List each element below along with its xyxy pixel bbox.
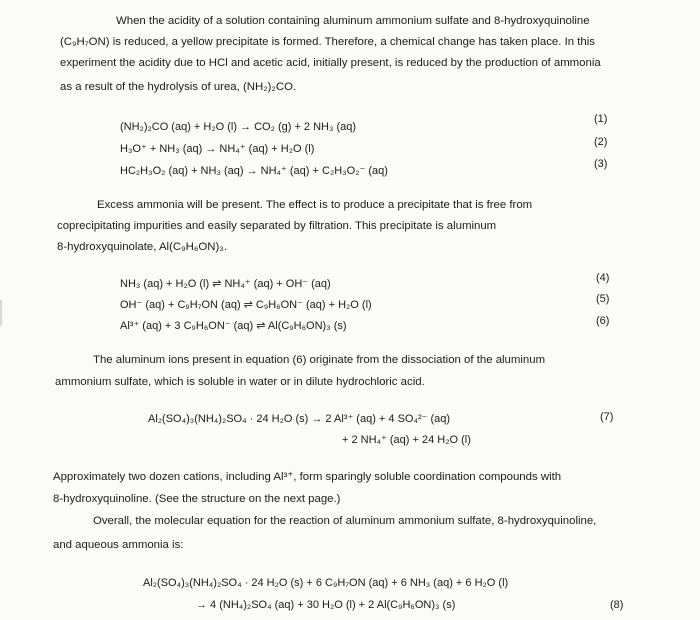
para4-line-1: Approximately two dozen cations, including Al³⁺, form sparingly soluble coordination compounds with [53, 471, 562, 483]
equation-7-line-2: + 2 NH₄⁺ (aq) + 24 H₂O (l) [342, 434, 471, 446]
equation-8-line-1: Al₂(SO₄)₃(NH₄)₂SO₄ · 24 H₂O (s) + 6 C₉H₇ON (aq) + 6 NH₃ (aq) + 6 H₂O (l) [143, 577, 509, 589]
equation-8-line-2: → 4 (NH₄)₂SO₄ (aq) + 30 H₂O (l) + 2 Al(C₉H₆ON)₃ (s) [196, 599, 456, 611]
equation-3-number: (3) [594, 158, 608, 170]
page-edge-shadow [0, 300, 2, 326]
equation-1: (NH₂)₂CO (aq) + H₂O (l) → CO₂ (g) + 2 NH₃ (aq) [120, 121, 357, 133]
equation-5: OH⁻ (aq) + C₉H₇ON (aq) ⇌ C₉H₆ON⁻ (aq) + H₂O (l) [120, 299, 372, 311]
equation-5-number: (5) [596, 293, 610, 305]
para2-line-3: 8-hydroxyquinolate, Al(C₉H₆ON)₃. [57, 241, 228, 253]
equation-4: NH₃ (aq) + H₂O (l) ⇌ NH₄⁺ (aq) + OH⁻ (aq) [120, 278, 331, 290]
equation-2-number: (2) [594, 136, 608, 148]
equation-6-number: (6) [596, 315, 610, 327]
equation-7-number: (7) [600, 411, 614, 423]
para2-line-1: Excess ammonia will be present. The effect is to produce a precipitate that is free from [97, 199, 533, 211]
equation-3: HC₂H₃O₂ (aq) + NH₃ (aq) → NH₄⁺ (aq) + C₂H₃O₂⁻ (aq) [120, 165, 388, 177]
equation-1-number: (1) [594, 113, 608, 125]
intro-line-4: as a result of the hydrolysis of urea, (NH₂)₂CO. [60, 81, 297, 93]
para3-line-1: The aluminum ions present in equation (6) originate from the dissociation of the aluminum [93, 354, 546, 366]
para2-line-2: coprecipitating impurities and easily separated by filtration. This precipitate is aluminum [57, 220, 497, 232]
intro-line-3: experiment the acidity due to HCl and acetic acid, initially present, is reduced by the production of ammonia [60, 57, 601, 69]
para3-line-2: ammonium sulfate, which is soluble in water or in dilute hydrochloric acid. [55, 376, 425, 388]
equation-7-line-1: Al₂(SO₄)₃(NH₄)₂SO₄ · 24 H₂O (s) → 2 Al³⁺ (aq) + 4 SO₄²⁻ (aq) [148, 413, 451, 425]
para4-line-2: 8-hydroxyquinoline. (See the structure on the next page.) [53, 493, 341, 505]
intro-line-1: When the acidity of a solution containing aluminum ammonium sulfate and 8-hydroxyquinoline [116, 15, 590, 27]
equation-6: Al³⁺ (aq) + 3 C₉H₆ON⁻ (aq) ⇌ Al(C₉H₆ON)₃ (s) [120, 320, 347, 332]
para4-line-4: and aqueous ammonia is: [53, 539, 184, 551]
equation-2: H₃O⁺ + NH₃ (aq) → NH₄⁺ (aq) + H₂O (l) [120, 143, 315, 155]
intro-line-2: (C₉H₇ON) is reduced, a yellow precipitate is formed. Therefore, a chemical change has taken place. In this [60, 36, 595, 48]
equation-8-number: (8) [610, 599, 624, 611]
equation-4-number: (4) [596, 272, 610, 284]
para4-line-3: Overall, the molecular equation for the reaction of aluminum ammonium sulfate, 8-hydroxyquinoline, [93, 515, 597, 527]
